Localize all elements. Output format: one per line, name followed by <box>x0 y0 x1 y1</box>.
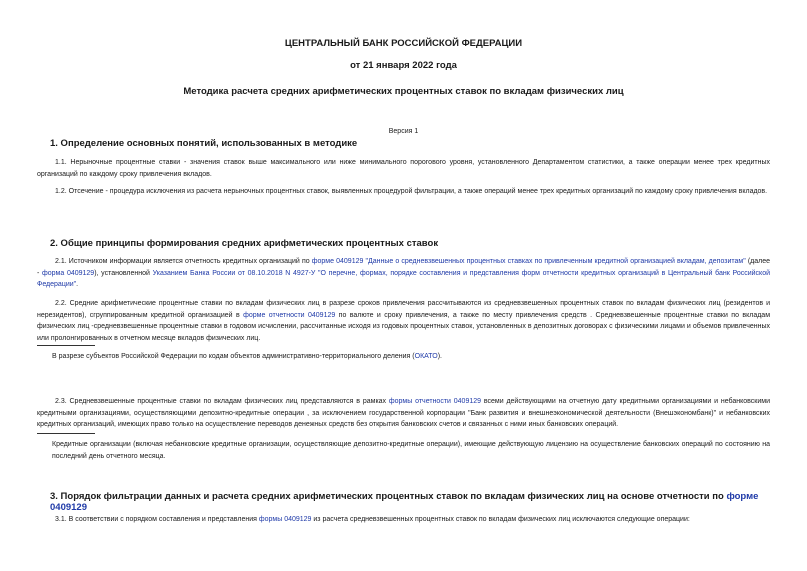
footnote-separator-2 <box>37 433 95 434</box>
p21-text-b: (далее - <box>37 258 770 277</box>
p23-text-a: 2.3. Средневзвешенные процентные ставки по вкладам физических лиц представляются в рамках <box>55 398 389 405</box>
form-0409129-link-3[interactable]: формы 0409129 <box>258 516 312 523</box>
document-date: от 21 января 2022 года <box>350 60 457 71</box>
section-2-heading: 2. Общие принципы формирования средних арифметических процентных ставок <box>50 238 439 249</box>
footnote-separator <box>37 345 95 346</box>
report-form-link-2[interactable]: формы отчетности 0409129 <box>388 398 482 405</box>
p31-text-b: из расчета средневзвешенных процентных ставок по вкладам физических лиц исключаются следующие операции: <box>311 516 690 523</box>
org-title: ЦЕНТРАЛЬНЫЙ БАНК РОССИЙСКОЙ ФЕДЕРАЦИИ <box>284 38 523 49</box>
section-1-heading: 1. Определение основных понятий, использованных в методике <box>50 138 358 149</box>
p31-text-a: 3.1. В соответствии с порядком составления и представления <box>55 516 259 523</box>
p21-text-c: ), установленной <box>94 269 153 277</box>
form-0409129-link[interactable]: форме 0409129 "Данные о средневзвешенных процентных ставках по привлеченным кредитной организацией вкладам, депозитам" <box>311 258 746 265</box>
footnote-2: Кредитные организации (включая небанковские кредитные организации, осуществляющие депозитно-кредитные операции), имеющие действующую лицензию на осуществление банковских операций по состоянию на последний день отчетного месяца. <box>52 441 770 460</box>
section-3-heading-text: 3. Порядок фильтрации данных и расчета средних арифметических процентных ставок по вкладам физических лиц на основе отчетности по <box>50 491 727 502</box>
p22-text-b: по валюте и сроку привлечения, а также по месту привлечения средств . Средневзвешенные процентные ставки по вкладам физических лиц -средневзвешенные процентные ставки в годовом исчислении, рассчитанные исходя из годовых процентных ставок, установленных в депозитных договорах с физическими лицами и объемов привлеченных или пролонгированных в отчетном месяце вкладов физических лиц. <box>37 311 771 342</box>
document-title: Методика расчета средних арифметических процентных ставок по вкладам физических лиц <box>183 86 624 97</box>
paragraph-1-1 <box>37 157 770 180</box>
version-label: Версия 1 <box>388 128 419 135</box>
section-3-heading <box>50 491 770 513</box>
footnote-1 <box>52 351 770 363</box>
form-0409129-short-link[interactable]: форма 0409129 <box>42 269 95 277</box>
p22-text-a: 2.2. Средние арифметические процентные ставки по вкладам физических лиц в разрезе сроков привлечения рассчитываются из средневзвешенных процентных ставок по вкладам физических лиц (резидентов и нерезидентов), сгруппированным кредитной организацией в <box>37 300 770 319</box>
paragraph-1-2 <box>37 186 770 198</box>
p23-text-b: всеми действующими на отчетную дату кредитными организациями и небанковскими кредитными организациями, осуществляющими депозитно-кредитные операции , за исключением государственной корпорации "Банк развития и внешнеэкономической деятельности (Внешэкономбанк)" и небанковских кредитных организаций, имеющих право только на осуществление переводов денежных средств без открытия банковских счетов и связанных с ними иных банковских операций. <box>37 398 770 428</box>
directive-4927-link[interactable]: Указанием Банка России от 08.10.2018 N 4927-У "О перечне, формах, порядке составления и представления форм отчетности кредитных организаций в Центральный банк Российской Федерации" <box>37 269 770 288</box>
okato-link[interactable]: ОКАТО <box>414 353 438 360</box>
paragraph-2-1 <box>37 256 770 291</box>
paragraph-1-1-text: 1.1. Нерыночные процентные ставки - значения ставок выше максимального или ниже минимального порогового уровня, установленного Департаментом статистики, а также операции менее трех кредитных организаций по каждому сроку привлечения вкладов. <box>37 159 770 178</box>
p21-text-d: . <box>76 281 79 288</box>
report-form-link[interactable]: форме отчетности 0409129 <box>243 311 336 319</box>
p21-text-a: 2.1. Источником информации является отчетность кредитных организаций по <box>55 258 312 265</box>
paragraph-3-1 <box>37 514 770 526</box>
paragraph-2-3 <box>37 396 770 431</box>
fn1-text-b: ). <box>437 353 442 360</box>
paragraph-2-2 <box>37 298 770 344</box>
paragraph-1-2-text: 1.2. Отсечение - процедура исключения из расчета нерыночных процентных ставок, выявленных процедурой фильтрации, а также операций менее трех кредитных организаций по каждому сроку привлечения вкладов. <box>55 188 768 195</box>
fn1-text-a: В разрезе субъектов Российской Федерации по кодам объектов административно-территориального деления ( <box>52 353 415 360</box>
section-3-form-link[interactable]: форме 0409129 <box>50 491 759 513</box>
